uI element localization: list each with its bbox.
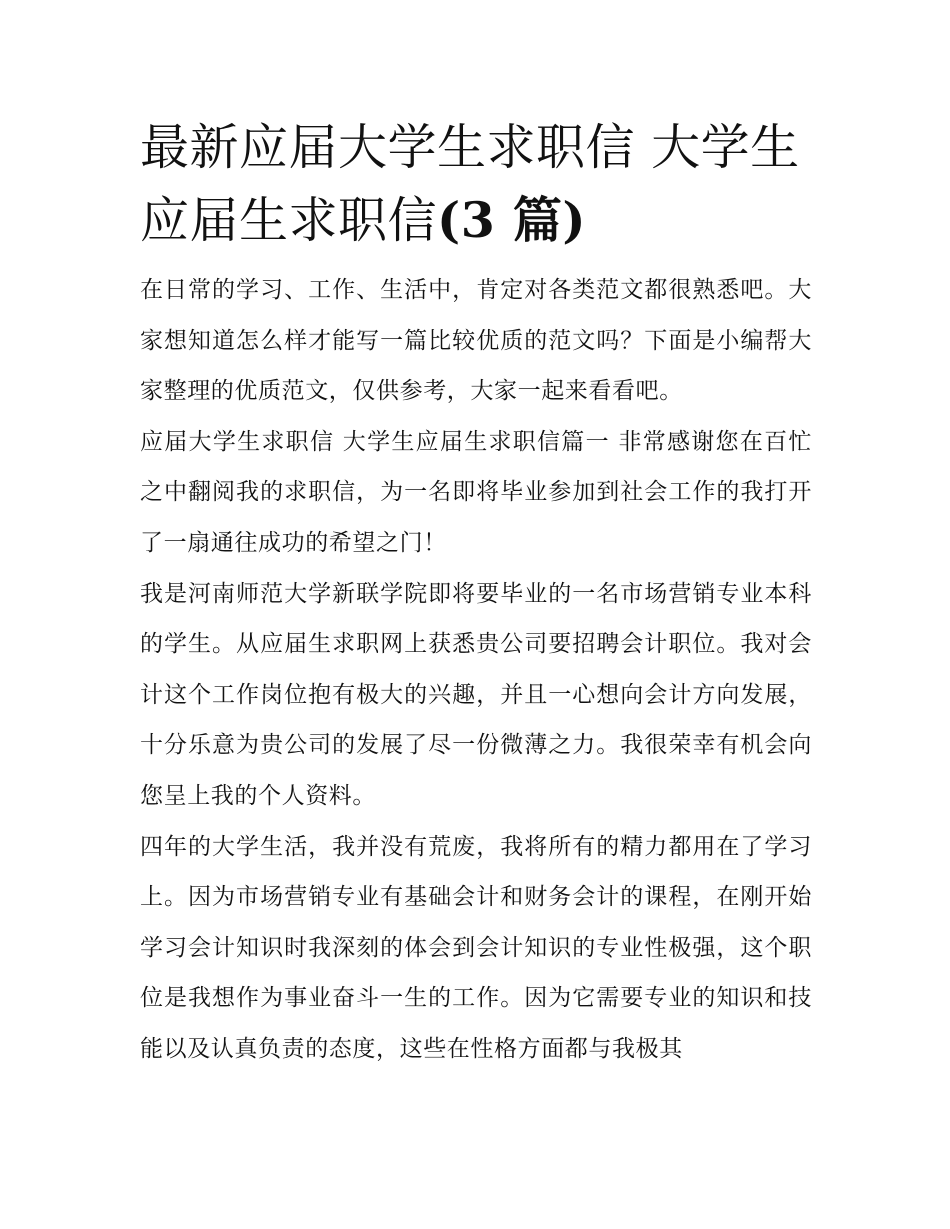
title-line-1: 最新应届大学生求职信 大学生: [140, 119, 800, 176]
document-page: [140, 112, 812, 1075]
document-body: [140, 265, 812, 1075]
title-line-2: 应届生求职信: [140, 192, 438, 249]
paragraph-self-introduction: 我是河南师范大学新联学院即将要毕业的一名市场营销专业本科的学生。从应届生求职网上获悉贵公司要招聘会计职位。我对会计这个工作岗位抱有极大的兴趣，并且一心想向会计方向发展，十分乐意为贵公司的发展了尽一份微薄之力。我很荣幸有机会向您呈上我的个人资料。: [140, 580, 812, 809]
paragraph-intro: 在日常的学习、工作、生活中，肯定对各类范文都很熟悉吧。大家想知道怎么样才能写一篇比较优质的范文吗？下面是小编帮大家整理的优质范文，仅供参考，大家一起来看看吧。: [140, 277, 812, 405]
title-count: (3 篇): [437, 191, 587, 249]
paragraph-greeting: 应届大学生求职信 大学生应届生求职信篇一 非常感谢您在百忙之中翻阅我的求职信，为一名即将毕业参加到社会工作的我打开了一扇通往成功的希望之门！: [140, 428, 812, 556]
document-title: [140, 112, 812, 257]
paragraph-university-life: 四年的大学生活，我并没有荒废，我将所有的精力都用在了学习上。因为市场营销专业有基础会计和财务会计的课程，在刚开始学习会计知识时我深刻的体会到会计知识的专业性极强，这个职位是我想作为事业奋斗一生的工作。因为它需要专业的知识和技能以及认真负责的态度，这些在性格方面都与我极其: [140, 833, 812, 1062]
